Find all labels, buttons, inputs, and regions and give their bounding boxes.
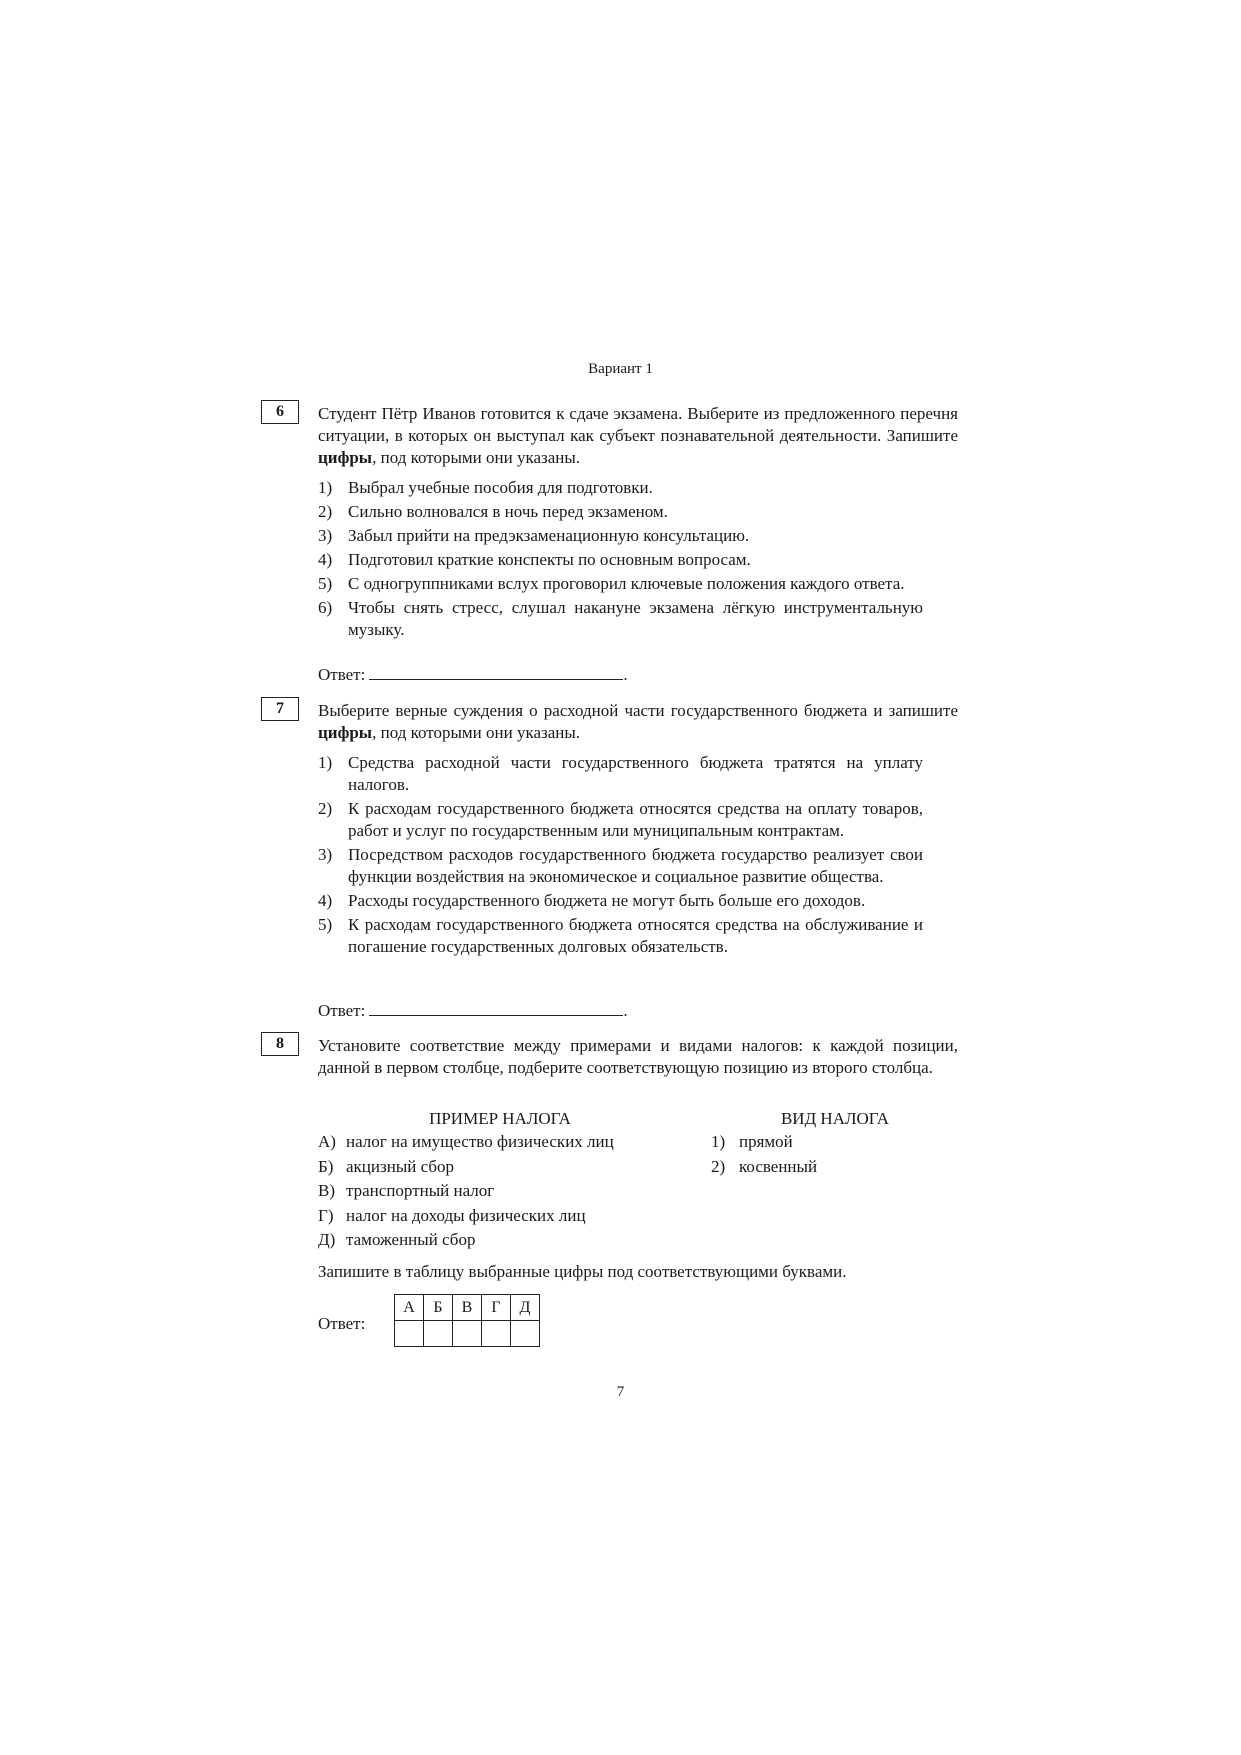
list-item: 2) Сильно волновался в ночь перед экзаменом. (318, 502, 668, 521)
question-6-options (318, 477, 923, 643)
answer-label: Ответ: (318, 1001, 366, 1020)
answer-table-letter: А (395, 1295, 424, 1321)
answer-table-letter: Б (424, 1295, 453, 1321)
question-8-text: Установите соответствие между примерами и видами налогов: к каждой позиции, данной в первом столбце, подберите соответствующую позицию из второго столбца. (318, 1036, 958, 1077)
question-7-text: Выберите верные суждения о расходной части государственного бюджета и запишите цифры, под которыми они указаны. (318, 701, 958, 742)
left-column-header: ПРИМЕР НАЛОГА (429, 1109, 571, 1128)
list-item: Г) налог на доходы физических лиц (318, 1205, 586, 1225)
list-item: 4) Подготовил краткие конспекты по основным вопросам. (318, 550, 751, 569)
list-item: 3) Забыл прийти на предэкзаменационную консультацию. (318, 526, 750, 545)
tax-examples-list (318, 1131, 678, 1254)
list-item: В) транспортный налог (318, 1181, 495, 1200)
answer-label: Ответ: (318, 665, 366, 684)
answer-line-input[interactable] (369, 1000, 623, 1016)
answer-table-letter: Г (482, 1295, 511, 1321)
question-6-text: Студент Пётр Иванов готовится к сдаче экзамена. Выберите из предложенного перечня ситуации, в которых он выступал как субъект познавательной деятельности. Запишите цифры, под которыми они указаны. (318, 404, 958, 467)
question-7-answer: Ответ: . (318, 1001, 628, 1020)
answer-table-cell[interactable] (511, 1321, 540, 1347)
answer-table-cell[interactable] (482, 1321, 511, 1347)
list-item: Д) таможенный сбор (318, 1230, 476, 1249)
variant-header: Вариант 1 (588, 361, 653, 377)
answer-table (394, 1294, 540, 1347)
list-item: 2) косвенный (711, 1156, 818, 1176)
question-6-answer: Ответ: . (318, 665, 628, 684)
question-7-number: 7 (261, 697, 299, 721)
list-item: А) налог на имущество физических лиц (318, 1132, 614, 1151)
question-6-number: 6 (261, 400, 299, 424)
list-item: 3) Посредством расходов государственного бюджета государство реализует свои функции воздействия на экономическое и социальное развитие общества. (318, 845, 923, 886)
answer-table-input-row (395, 1321, 540, 1347)
right-column-header: ВИД НАЛОГА (780, 1109, 890, 1128)
question-7-options (318, 752, 923, 960)
answer-table-cell[interactable] (453, 1321, 482, 1347)
tax-types-list (711, 1131, 911, 1180)
list-item: 1) прямой (711, 1132, 793, 1151)
answer-table-cell[interactable] (395, 1321, 424, 1347)
table-instruction: Запишите в таблицу выбранные цифры под соответствующими буквами. (318, 1262, 847, 1281)
answer-table-cell[interactable] (424, 1321, 453, 1347)
list-item: 5) С одногруппниками вслух проговорил ключевые положения каждого ответа. (318, 574, 905, 593)
answer-table-letter: В (453, 1295, 482, 1321)
answer-table-letter: Д (511, 1295, 540, 1321)
page-number: 7 (616, 1384, 625, 1400)
list-item: 2) К расходам государственного бюджета относятся средства на оплату товаров, работ и услуг по государственным или муниципальным контрактам. (318, 799, 923, 840)
answer-label: Ответ: (318, 1314, 366, 1333)
question-8-number: 8 (261, 1032, 299, 1056)
list-item: 5) К расходам государственного бюджета относятся средства на обслуживание и погашение государственных долговых обязательств. (318, 915, 923, 956)
answer-table-header-row (395, 1295, 540, 1321)
list-item: 6) Чтобы снять стресс, слушал накануне экзамена лёгкую инструментальную музыку. (318, 598, 923, 639)
answer-line-input[interactable] (369, 664, 623, 680)
list-item: 1) Средства расходной части государственного бюджета тратятся на уплату налогов. (318, 753, 923, 794)
list-item: 4) Расходы государственного бюджета не могут быть больше его доходов. (318, 891, 866, 910)
list-item: 1) Выбрал учебные пособия для подготовки. (318, 478, 653, 497)
list-item: Б) акцизный сбор (318, 1156, 454, 1176)
